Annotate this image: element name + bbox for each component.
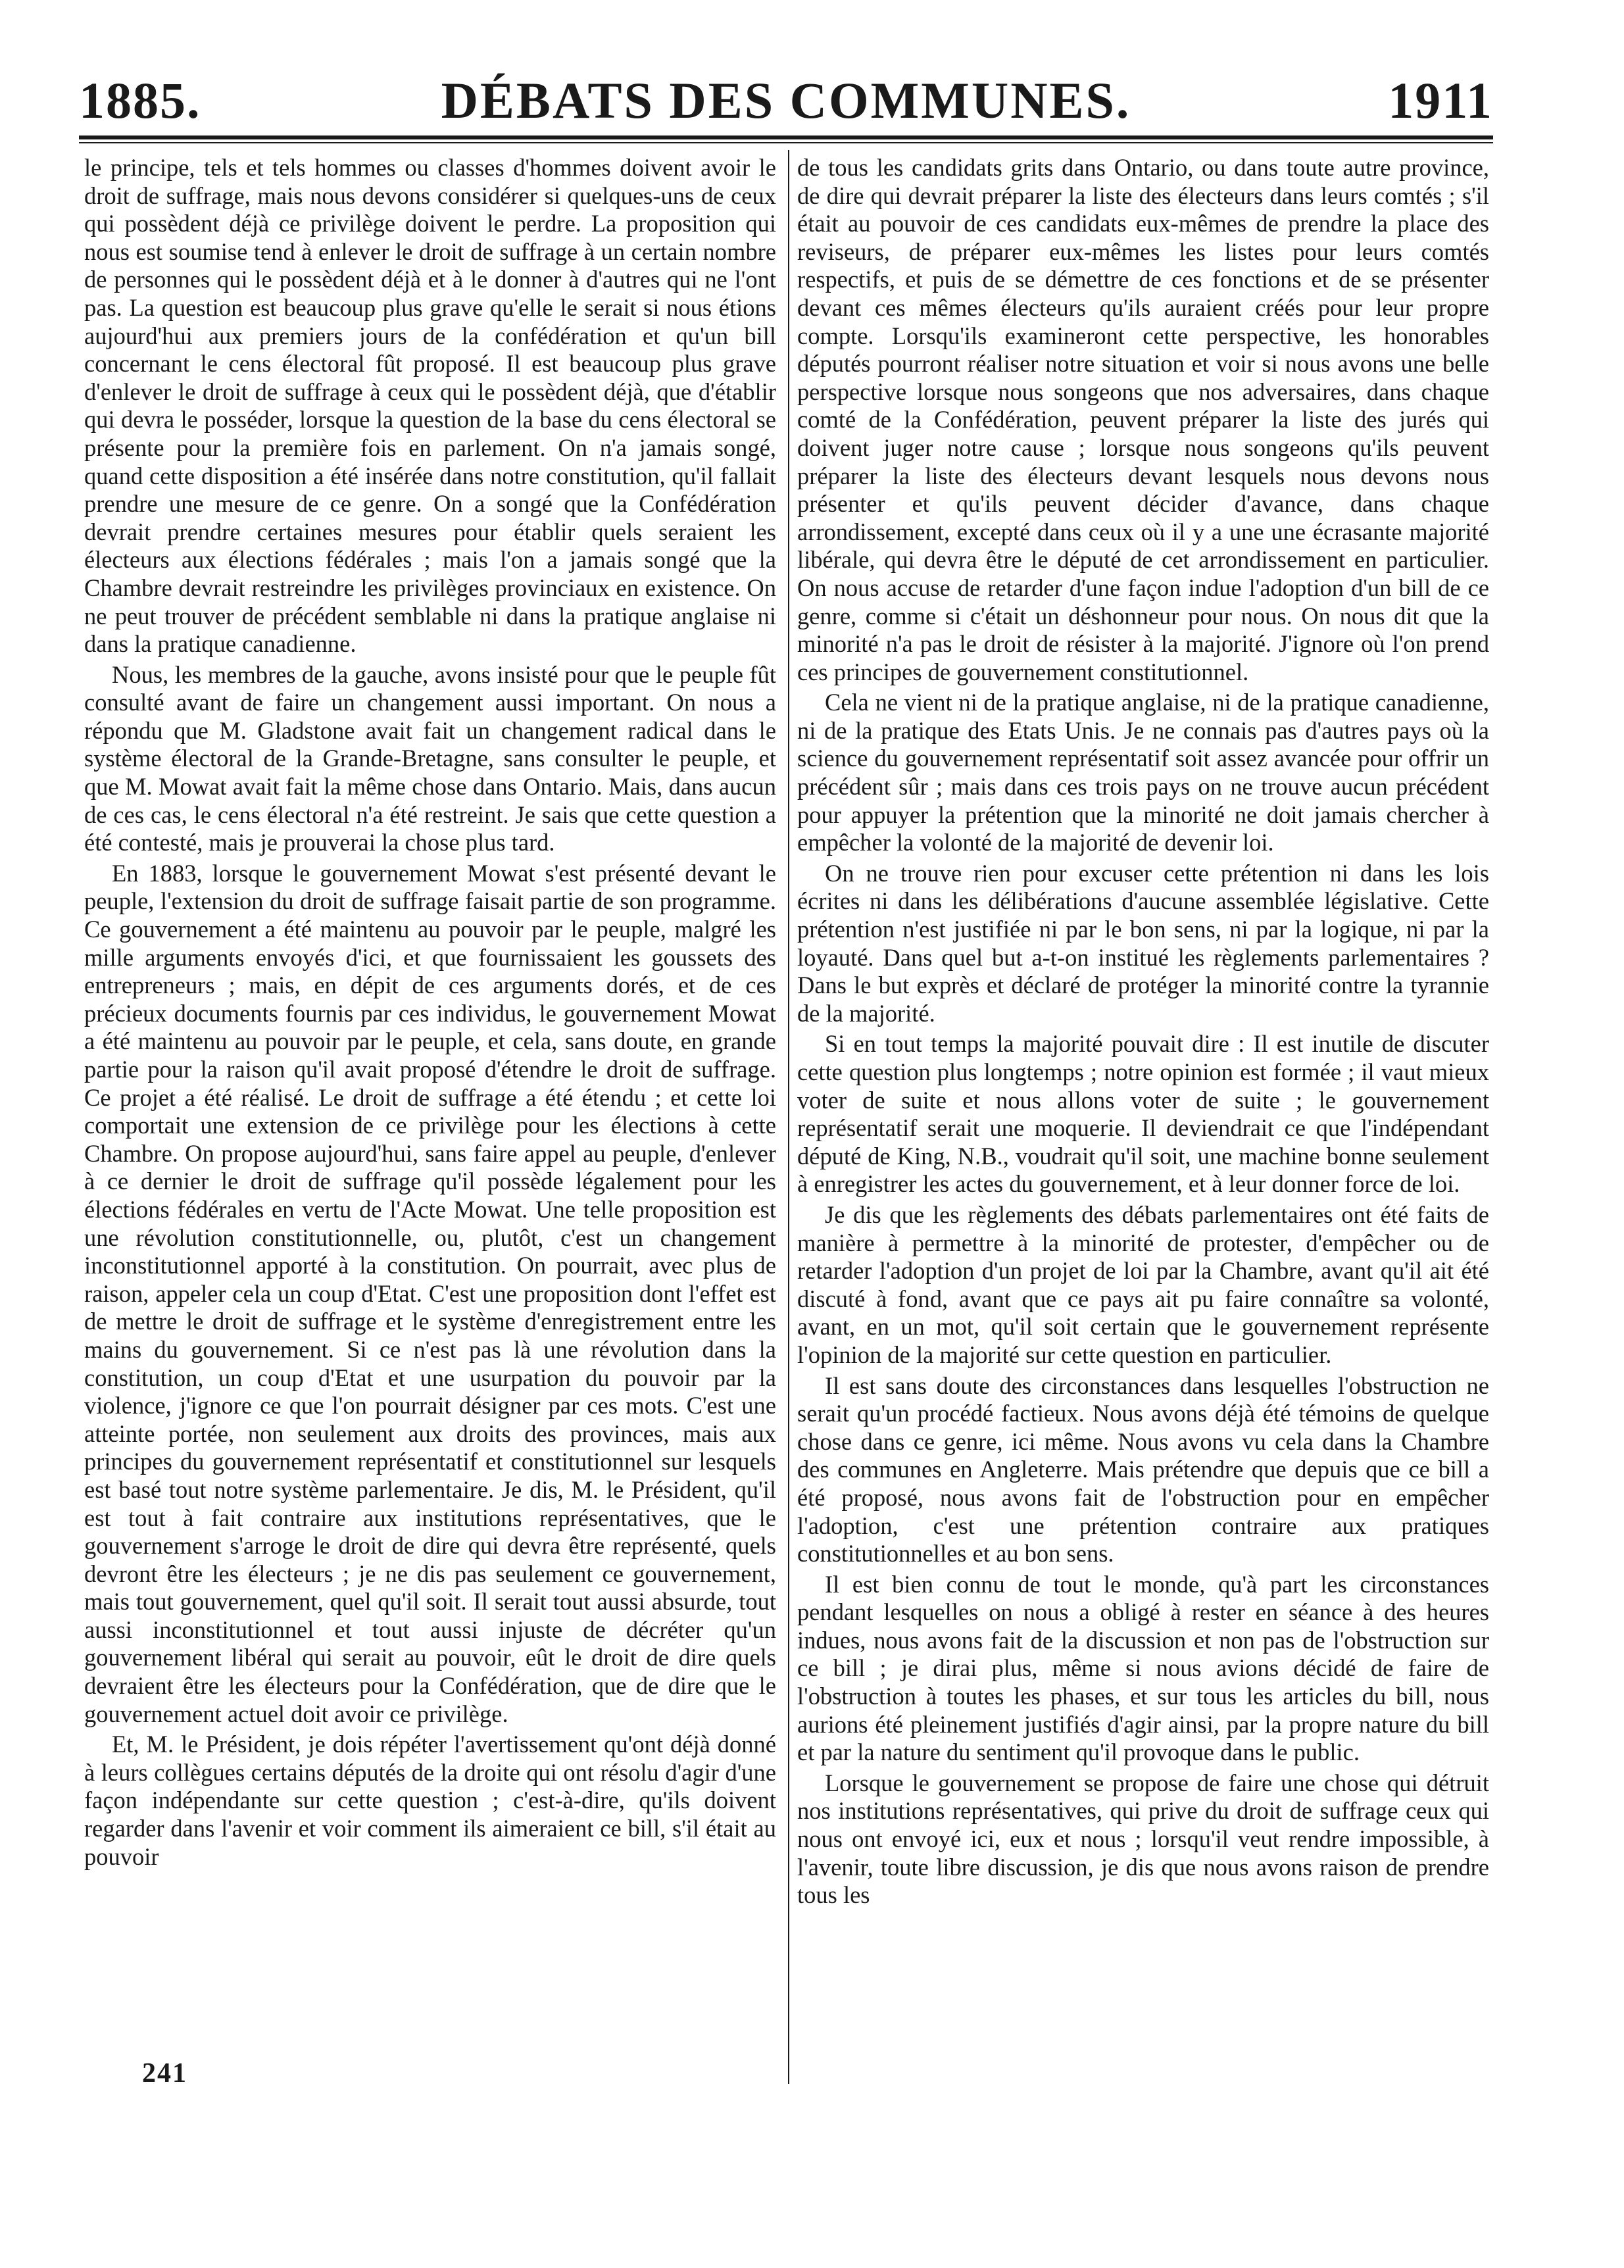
left-paragraph-4: Et, M. le Président, je dois répéter l'avertissement qu'ont déjà donné à leurs collègues certains députés de la droite qui ont résolu d'agir d'une façon indépendante sur cette question ; c'est-à-dire, qu'ils doivent regarder dans l'avenir et voir comment ils aimeraient ce bill, s'il était au pouvoir: [84, 1731, 776, 1870]
right-paragraph-4: Si en tout temps la majorité pouvait dire : Il est inutile de discuter cette question plus longtemps ; notre opinion est formée ; il vaut mieux voter de suite et nous allons voter de suite ; le gouvernement représentatif serait une moquerie. Il deviendrait ce que l'indépendant député de King, N.B., voudrait qu'il soit, une machine bonne seulement à enregistrer les actes du gouvernement, et à leur donner force de loi.: [797, 1030, 1489, 1198]
signature-mark: 241: [142, 2058, 187, 2088]
left-paragraph-1: le principe, tels et tels hommes ou classes d'hommes doivent avoir le droit de suffrage, mais nous devons considérer si quelques-uns de ceux qui possèdent déjà ce privilège doivent le perdre. La proposition qui nous est soumise tend à enlever le droit de suffrage à un certain nombre de personnes qui le possèdent déjà et à le donner à d'autres qui ne l'ont pas. La question est beaucoup plus grave qu'elle le serait si nous étions aujourd'hui aux premiers jours de la confédération et qu'un bill concernant le cens électoral fût proposé. Il est beaucoup plus grave d'enlever le droit de suffrage à ceux qui le possèdent déjà, que d'établir qui devra le posséder, lorsque la question de la base du cens électoral se présente pour la première fois en parlement. On n'a jamais songé, quand cette disposition a été insérée dans notre constitution, qu'il fallait prendre une mesure de ce genre. On a songé que la Confédération devrait prendre certaines mesures pour établir quels seraient les électeurs aux élections fédérales ; mais l'on a jamais songé que la Chambre devrait restreindre les privilèges provinciaux en existence. On ne peut trouver de précédent semblable ni dans la pratique anglaise ni dans la pratique canadienne.: [84, 154, 776, 658]
left-paragraph-3: En 1883, lorsque le gouvernement Mowat s'est présenté devant le peuple, l'extension du droit de suffrage faisait partie de son programme. Ce gouvernement a été maintenu au pouvoir par le peuple, malgré les mille arguments envoyés d'ici, et que fournissaient les goussets des entrepreneurs ; mais, en dépit de ces arguments dorés, et de ces précieux documents fournis par ces individus, le gouvernement Mowat a été maintenu au pouvoir par le peuple, et cela, sans doute, en grande partie pour la raison qu'il avait proposé d'étendre le droit de suffrage. Ce projet a été réalisé. Le droit de suffrage a été étendu ; et cette loi comportait une extension de ce privilège pour les élections à cette Chambre. On propose aujourd'hui, sans faire appel au peuple, d'enlever à ce dernier le droit de suffrage qu'il possède légalement pour les élections fédérales en vertu de l'Acte Mowat. Une telle proposition est une révolution constitutionnelle, ou, plutôt, c'est un changement inconstitutionnel apporté à la constitution. On pourrait, avec plus de raison, appeler cela un coup d'Etat. C'est une proposition dont l'effet est de mettre le droit de suffrage et le système d'enregistrement entre les mains du gouvernement. Si ce n'est pas là une révolution dans la constitution, un coup d'Etat et une usurpation du pouvoir par la violence, j'ignore ce que l'on pourrait désigner par ces mots. C'est une atteinte portée, non seulement aux droits des provinces, mais aux principes du gouvernement représentatif et constitutionnel sur lesquels est basé tout notre système parlementaire. Je dis, M. le Président, qu'il est tout à fait contraire aux institutions représentatives, que le gouvernement s'arroge le droit de dire qui devra être représenté, quels devront être les électeurs ; je ne dis pas seulement ce gouvernement, mais tout gouvernement, quel qu'il soit. Il serait tout aussi absurde, tout aussi inconstitutionnel et tout aussi injuste de décréter qu'un gouvernement libéral qui serait au pouvoir, eût le droit de dire quels devraient être les électeurs pour la Confédération, que de dire que le gouvernement actuel doit avoir ce privilège.: [84, 859, 776, 1727]
right-paragraph-3: On ne trouve rien pour excuser cette prétention ni dans les lois écrites ni dans les délibérations d'aucune assemblée législative. Cette prétention n'est justifiée ni par le bon sens, ni par la logique, ni par la loyauté. Dans quel but a-t-on institué les règlements parlementaires ? Dans le but exprès et déclaré de protéger la minorité contre la tyrannie de la majorité.: [797, 859, 1489, 1027]
header-rule-thin: [79, 142, 1493, 143]
right-paragraph-6: Il est sans doute des circonstances dans lesquelles l'obstruction ne serait qu'un procédé factieux. Nous avons déjà été témoins de quelque chose dans ce genre, ici même. Nous avons vu cela dans la Chambre des communes en Angleterre. Mais prétendre que depuis que ce bill a été proposé, nous avons fait de l'obstruction pour en empêcher l'adoption, c'est une prétention contraire aux pratiques constitutionnelles et au bon sens.: [797, 1371, 1489, 1567]
left-column: [84, 154, 776, 1873]
header-title: DÉBATS DES COMMUNES.: [441, 72, 1131, 129]
right-paragraph-5: Je dis que les règlements des débats parlementaires ont été faits de manière à permettre à la minorité de protester, d'empêcher ou de retarder l'adoption d'un projet de loi par la Chambre, avant qu'il ait été discuté à fond, avant que ce pays ait pu faire connaître sa volonté, avant, en un mot, qu'il soit certain que le gouvernement représente l'opinion de la majorité sur cette question en particulier.: [797, 1200, 1489, 1368]
right-column: [797, 154, 1489, 1912]
right-paragraph-8: Lorsque le gouvernement se propose de faire une chose qui détruit nos institutions représentatives, qui prive du droit de suffrage ceux qui nous ont envoyé ici, eux et nous ; lorsqu'il veut rendre impossible, à l'avenir, toute libre discussion, je dis que nous avons raison de prendre tous les: [797, 1769, 1489, 1909]
header-year: 1885.: [79, 72, 201, 129]
column-divider: [788, 150, 789, 2084]
right-paragraph-2: Cela ne vient ni de la pratique anglaise, ni de la pratique canadienne, ni de la pratique des Etats Unis. Je ne connais pas d'autres pays où la science du gouvernement représentatif soit assez avancée pour offrir un précédent sûr ; mais dans ces trois pays on ne trouve aucun précédent pour appuyer la prétention que la minorité ne doit jamais chercher à empêcher la volonté de la majorité de devenir loi.: [797, 689, 1489, 856]
page-header: [79, 71, 1493, 134]
header-rule-thick: [79, 136, 1493, 139]
left-paragraph-2: Nous, les membres de la gauche, avons insisté pour que le peuple fût consulté avant de faire un changement aussi important. On nous a répondu que M. Gladstone avait fait un changement radical dans le système électoral de la Grande-Bretagne, sans consulter le peuple, et que M. Mowat avait fait la même chose dans Ontario. Mais, dans aucun de ces cas, le cens électoral n'a été restreint. Je sais que cette question a été contesté, mais je prouverai la chose plus tard.: [84, 660, 776, 856]
header-page-number: 1911: [1388, 72, 1493, 129]
right-paragraph-7: Il est bien connu de tout le monde, qu'à part les circonstances pendant lesquelles on nous a obligé à rester en séance à des heures indues, nous avons fait de la discussion et non pas de l'obstruction sur ce bill ; je dirai plus, même si nous avions décidé de faire de l'obstruction à toutes les phases, et sur tous les articles du bill, nous aurions été pleinement justifiés d'agir ainsi, par la propre nature du bill et par la nature du sentiment qu'il provoque dans le public.: [797, 1570, 1489, 1766]
right-paragraph-1: de tous les candidats grits dans Ontario, ou dans toute autre province, de dire qui devrait préparer la liste des électeurs dans leurs comtés ; s'il était au pouvoir de ces candidats eux-mêmes de prendre la place des reviseurs, de préparer eux-mêmes les listes pour leurs comtés respectifs, et puis de se démettre de ces fonctions et de se présenter devant ces mêmes électeurs qu'ils auraient créés pour leur propre compte. Lorsqu'ils examineront cette perspective, les honorables députés pourront réaliser notre situation et voir si nous avons une belle perspective lorsque nous songeons que nos adversaires, dans chaque comté de la Confédération, peuvent préparer la liste des jurés qui doivent juger notre cause ; lorsque nous songeons qu'ils peuvent préparer la liste des électeurs devant lesquels nous devons nous présenter et qu'ils peuvent décider d'avance, dans chaque arrondissement, excepté dans ceux où il y a une une écrasante majorité libérale, qui devra être le député de cet arrondissement en particulier. On nous accuse de retarder d'une façon indue l'adoption d'un bill de ce genre, comme si c'était un déshonneur pour nous. On nous dit que la minorité n'a pas le droit de résister à la majorité. J'ignore où l'on prend ces principes de gouvernement constitutionnel.: [797, 154, 1489, 685]
